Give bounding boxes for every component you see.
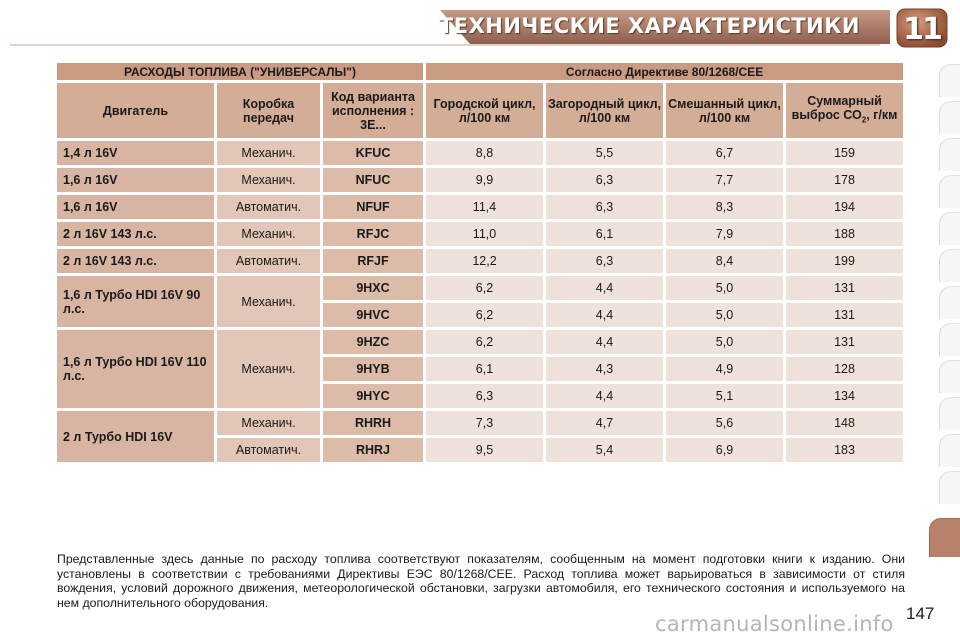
code-cell: NFUC [323,168,423,192]
urban-cell: 6,2 [426,303,543,327]
mixed-cell: 5,0 [666,276,783,300]
co2-cell: 159 [786,141,903,165]
side-tab[interactable] [939,212,960,245]
extra-urban-cell: 6,3 [546,195,663,219]
side-tab[interactable] [939,471,960,504]
mixed-cell: 7,7 [666,168,783,192]
mixed-cell: 5,6 [666,411,783,435]
footnote-text: Представленные здесь данные по расходу топлива соответствуют показателям, сообщенным на момент подготовки книги к изданию. Они установлены в соответствии с требованиями Директивы ЕЭС 80/1268/CEE. Расход топлива может варьироваться в зависимости от стиля вождения, условий дорожного движения, метеорологической обстановки, загрузки автомобиля, его технического состояния и используемого на нем дополнительного оборудования. [57,552,905,610]
extra-urban-cell: 6,3 [546,249,663,273]
table-row [57,141,903,165]
co2-cell: 178 [786,168,903,192]
code-cell: RFJF [323,249,423,273]
urban-cell: 7,3 [426,411,543,435]
extra-urban-cell: 6,1 [546,222,663,246]
mixed-cell: 5,0 [666,303,783,327]
side-tab-active[interactable] [929,518,960,557]
extra-urban-cell: 4,7 [546,411,663,435]
code-cell: 9HXC [323,276,423,300]
extra-urban-cell: 6,3 [546,168,663,192]
urban-cell: 11,0 [426,222,543,246]
mixed-cell: 8,4 [666,249,783,273]
table-row [57,195,903,219]
co2-subscript: 2 [861,115,867,125]
extra-urban-cell: 5,5 [546,141,663,165]
side-tab[interactable] [939,397,960,430]
gearbox-cell: Механич. [217,330,320,408]
urban-cell: 11,4 [426,195,543,219]
table-row [57,249,903,273]
gearbox-cell: Автоматич. [217,195,320,219]
table-row [57,168,903,192]
urban-cell: 12,2 [426,249,543,273]
chapter-number-badge: 11 [903,12,941,47]
table-row [57,330,903,354]
table-row [57,276,903,300]
table-row [57,222,903,246]
code-cell: 9HVC [323,303,423,327]
mixed-cell: 8,3 [666,195,783,219]
mixed-cell: 7,9 [666,222,783,246]
page-number: 147 [906,604,935,623]
code-cell: 9HYC [323,384,423,408]
co2-cell: 134 [786,384,903,408]
group-header-fuel: РАСХОДЫ ТОПЛИВА ("УНИВЕРСАЛЫ") [57,63,423,80]
gearbox-cell: Механич. [217,411,320,435]
mixed-cell: 6,9 [666,438,783,462]
side-tab[interactable] [939,360,960,393]
column-header-mixed: Смешанный цикл, л/100 км [666,83,783,138]
extra-urban-cell: 5,4 [546,438,663,462]
gearbox-cell: Механич. [217,276,320,327]
column-header-extra-urban: Загородный цикл, л/100 км [546,83,663,138]
code-cell: 9HYB [323,357,423,381]
side-tab[interactable] [939,434,960,467]
code-cell: NFUF [323,195,423,219]
urban-cell: 9,5 [426,438,543,462]
side-tab[interactable] [939,64,960,97]
extra-urban-cell: 4,4 [546,384,663,408]
code-cell: 9HZC [323,330,423,354]
co2-cell: 131 [786,276,903,300]
mixed-cell: 6,7 [666,141,783,165]
mixed-cell: 5,0 [666,330,783,354]
urban-cell: 6,3 [426,384,543,408]
extra-urban-cell: 4,3 [546,357,663,381]
group-header-directive: Согласно Директиве 80/1268/CEE [426,63,903,80]
column-header-code: Код варианта исполнения : 3E... [323,83,423,138]
side-tab[interactable] [939,323,960,356]
side-tab[interactable] [939,286,960,319]
code-cell: RHRJ [323,438,423,462]
gearbox-cell: Механич. [217,168,320,192]
co2-cell: 188 [786,222,903,246]
co2-cell: 199 [786,249,903,273]
co2-label: Суммарный выброс СО [791,93,882,122]
column-header-gearbox: Коробка передач [217,83,320,138]
gearbox-cell: Автоматич. [217,438,320,462]
engine-cell: 2 л 16V 143 л.с. [57,249,214,273]
engine-cell: 1,6 л Турбо HDI 16V 110 л.с. [57,330,214,408]
side-tab[interactable] [939,101,960,134]
co2-cell: 148 [786,411,903,435]
co2-cell: 128 [786,357,903,381]
side-tab[interactable] [939,249,960,282]
table-row [57,411,903,435]
gearbox-cell: Автоматич. [217,249,320,273]
co2-unit: , г/км [866,107,898,122]
gearbox-cell: Механич. [217,141,320,165]
engine-cell: 1,6 л 16V [57,168,214,192]
extra-urban-cell: 4,4 [546,276,663,300]
watermark: carmanualsonline.info [655,612,894,636]
fuel-consumption-table [57,63,904,462]
mixed-cell: 4,9 [666,357,783,381]
urban-cell: 6,2 [426,330,543,354]
engine-cell: 1,6 л 16V [57,195,214,219]
side-tab[interactable] [939,138,960,171]
urban-cell: 9,9 [426,168,543,192]
co2-cell: 183 [786,438,903,462]
co2-cell: 194 [786,195,903,219]
code-cell: RFJC [323,222,423,246]
co2-cell: 131 [786,330,903,354]
urban-cell: 6,2 [426,276,543,300]
code-cell: RHRH [323,411,423,435]
engine-cell: 2 л Турбо HDI 16V [57,411,214,462]
chapter-title: ТЕХНИЧЕСКИЕ ХАРАКТЕРИСТИКИ [438,14,860,38]
extra-urban-cell: 4,4 [546,330,663,354]
co2-cell: 131 [786,303,903,327]
chapter-header [0,0,960,52]
mixed-cell: 5,1 [666,384,783,408]
engine-cell: 1,4 л 16V [57,141,214,165]
gearbox-cell: Механич. [217,222,320,246]
engine-cell: 1,6 л Турбо HDI 16V 90 л.с. [57,276,214,327]
code-cell: KFUC [323,141,423,165]
urban-cell: 8,8 [426,141,543,165]
urban-cell: 6,1 [426,357,543,381]
column-header-urban: Городской цикл, л/100 км [426,83,543,138]
column-header-engine: Двигатель [57,83,214,138]
extra-urban-cell: 4,4 [546,303,663,327]
column-header-co2 [786,83,903,138]
side-tab[interactable] [939,175,960,208]
engine-cell: 2 л 16V 143 л.с. [57,222,214,246]
